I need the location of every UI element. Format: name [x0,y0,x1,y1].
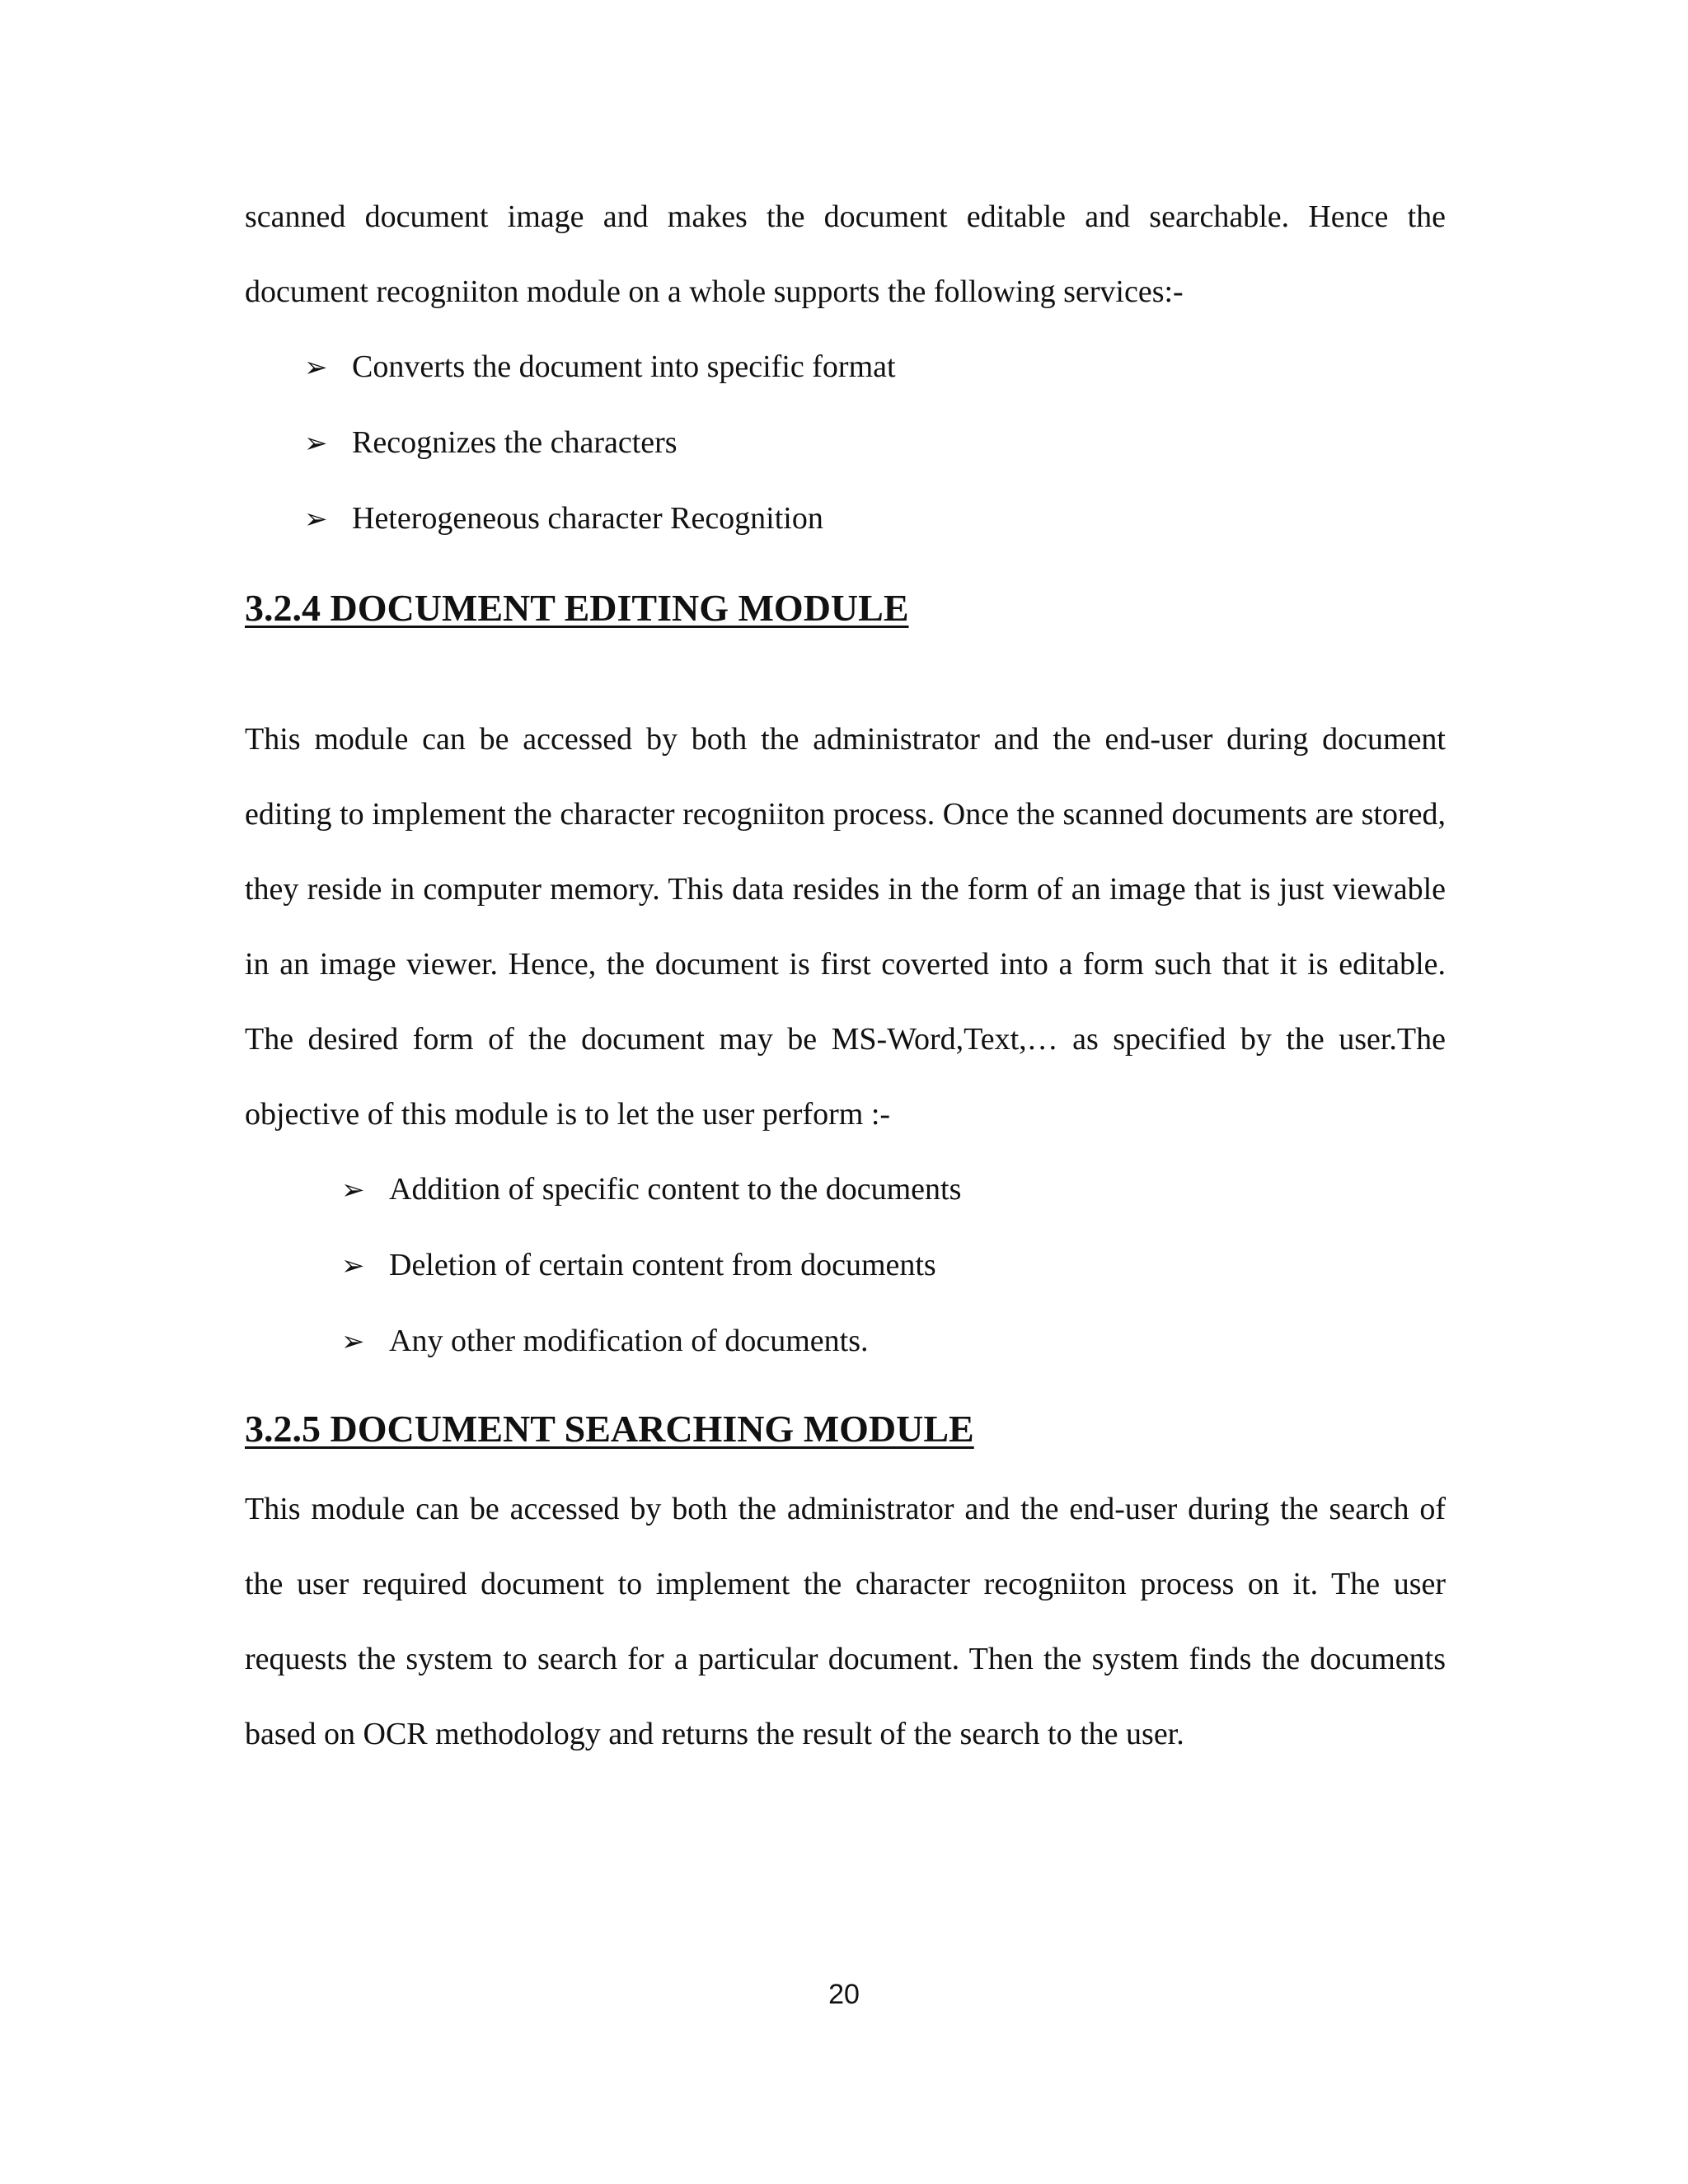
list-item-text: Converts the document into specific format [352,349,896,384]
list-item-text: Any other modification of documents. [389,1324,869,1358]
section-heading-searching: 3.2.5 DOCUMENT SEARCHING MODULE [245,1408,974,1450]
list-item [341,1304,1446,1380]
page-number: 20 [828,1979,860,2010]
list-item [304,330,1446,405]
arrow-bullet-icon: ➢ [304,503,328,536]
services-list [245,330,1446,557]
arrow-bullet-icon: ➢ [304,427,328,460]
list-item [341,1152,1446,1228]
editing-operations-list [245,1152,1446,1380]
searching-paragraph: This module can be accessed by both the administrator and the end-user during the search of the user required document to implement the character recogniiton process on it. The user requests the system to search for a particular document. Then the system finds the documents based on OCR methodology and returns the result of the search to the user. [245,1492,1446,1751]
list-item [341,1228,1446,1304]
arrow-bullet-icon: ➢ [304,351,328,384]
list-item [304,481,1446,557]
editing-paragraph: This module can be accessed by both the administrator and the end-user during document editing to implement the character recogniiton process. Once the scanned documents are stored, they reside in computer memory. This data resides in the form of an image that is just viewable in an image viewer. Hence, the document is first coverted into a form such that it is editable. The desired form of the document may be MS-Word,Text,… as specified by the user.The objective of this module is to let the user perform :- [245,722,1446,1132]
section-heading-editing: 3.2.4 DOCUMENT EDITING MODULE [245,587,909,629]
list-item-text: Deletion of certain content from documents [389,1248,936,1282]
arrow-bullet-icon: ➢ [341,1174,365,1207]
arrow-bullet-icon: ➢ [341,1249,365,1282]
arrow-bullet-icon: ➢ [341,1325,365,1358]
list-item-text: Recognizes the characters [352,425,678,460]
list-item-text: Heterogeneous character Recognition [352,501,823,536]
list-item-text: Addition of specific content to the documents [389,1172,962,1207]
page-content [245,180,1446,1772]
intro-paragraph: scanned document image and makes the document editable and searchable. Hence the document recogniiton module on a whole supports the following services:- [245,199,1446,309]
list-item [304,405,1446,481]
